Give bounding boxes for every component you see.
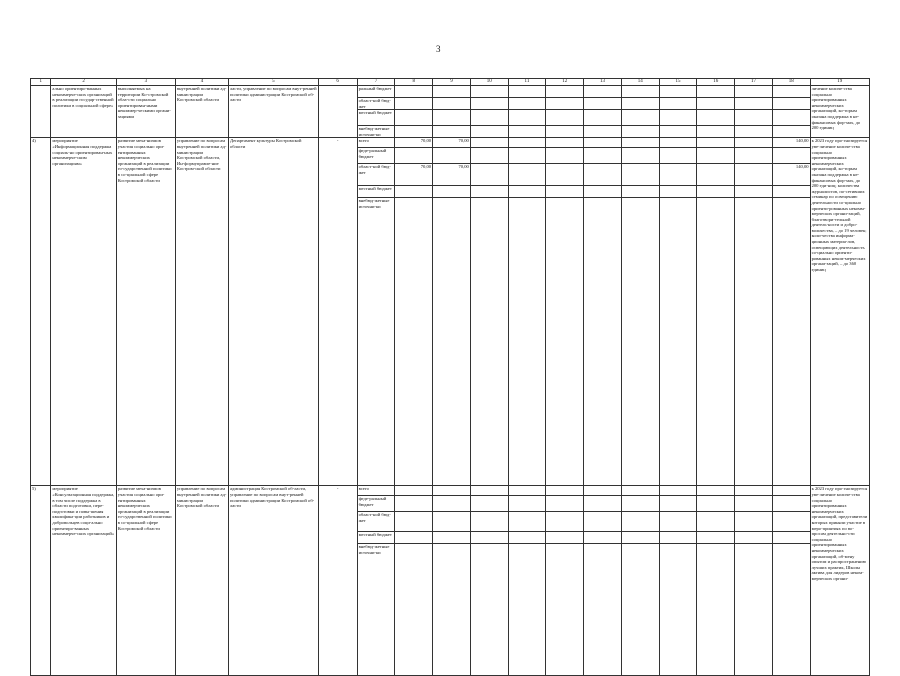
cell-amount [546, 98, 584, 110]
cell-amount [508, 532, 546, 544]
cell-result: выполняемых на территории Ко-стромской обла-сти социально ориентирован-ными некоммер-ческими органи-зациями [116, 86, 175, 138]
cell-result: развитие меха-низмов участия социально ори-ентированных некоммерческих организаций в реализации го-сударственной политики в со-циальной сфере Костромской области [116, 486, 175, 676]
cell-amount [735, 486, 773, 496]
cell-amount [697, 496, 735, 512]
cell-amount [621, 486, 659, 496]
cell-coexecutor: администрация Костромской об-ласти, управление по вопросам внут-ренней политики администрации Костромской об-ласти [228, 486, 318, 676]
cell-amount [470, 186, 508, 198]
cell-amount [470, 544, 508, 676]
cell-amount [508, 512, 546, 532]
cell-amount [395, 532, 433, 544]
cell-amount [697, 486, 735, 496]
cell-indicator: к 2023 году про-гнозируется уве-личение количе-ства социально ориентированных некоммерческих организаций, представители которых приняли участие в меро-приятиях по во-просам деятельно-сти социально ориентированных некоммерческих организаций, об-мену опытом и распространению лучших практик, Школы актива для лидеров неком-мерческих органи- [810, 486, 869, 676]
cell-amount [395, 98, 433, 110]
column-header: 5 [228, 79, 318, 86]
cell-amount [546, 186, 584, 198]
column-header: 4 [175, 79, 228, 86]
cell-no: 5) [31, 486, 51, 676]
cell-amount [433, 198, 471, 486]
program-table [30, 78, 870, 676]
cell-amount [584, 544, 622, 676]
cell-amount [508, 126, 546, 138]
cell-amount [772, 86, 810, 98]
column-header: 12 [546, 79, 584, 86]
cell-funding-source: местный бюджет [357, 110, 395, 126]
cell-amount [546, 198, 584, 486]
cell-amount [735, 126, 773, 138]
cell-amount [735, 532, 773, 544]
table-row [31, 486, 870, 496]
cell-amount [508, 544, 546, 676]
cell-amount [508, 186, 546, 198]
cell-amount [433, 512, 471, 532]
cell-amount: 140,00 [772, 164, 810, 186]
cell-amount [659, 544, 697, 676]
cell-amount [584, 164, 622, 186]
cell-amount [584, 98, 622, 110]
cell-col6 [318, 86, 357, 138]
cell-amount [546, 86, 584, 98]
cell-amount [470, 138, 508, 148]
cell-amount [659, 186, 697, 198]
cell-amount [697, 512, 735, 532]
cell-amount: 70,00 [433, 164, 471, 186]
cell-amount [508, 198, 546, 486]
column-header: 1 [31, 79, 51, 86]
page-number: 3 [436, 44, 441, 54]
cell-amount [584, 186, 622, 198]
cell-amount [772, 126, 810, 138]
cell-amount [546, 512, 584, 532]
cell-amount [546, 148, 584, 164]
cell-amount [433, 110, 471, 126]
cell-amount [470, 98, 508, 110]
cell-amount [697, 532, 735, 544]
cell-amount [433, 148, 471, 164]
cell-funding-source: област-ной бюд-жет [357, 98, 395, 110]
cell-amount [508, 98, 546, 110]
cell-amount [584, 148, 622, 164]
cell-amount [584, 486, 622, 496]
cell-amount [470, 496, 508, 512]
cell-amount [433, 486, 471, 496]
cell-amount [697, 198, 735, 486]
cell-funding-source: внебюд-жетные источни-ки [357, 126, 395, 138]
cell-amount [508, 110, 546, 126]
cell-amount [772, 496, 810, 512]
column-header: 11 [508, 79, 546, 86]
cell-col6: - [318, 138, 357, 486]
cell-amount [772, 532, 810, 544]
cell-amount [621, 126, 659, 138]
cell-amount [735, 110, 773, 126]
table-row [31, 86, 870, 98]
cell-coexecutor: Департамент культуры Костромской области [228, 138, 318, 486]
column-header: 6 [318, 79, 357, 86]
cell-indicator: к 2023 году про-гнозируется уве-личение количе-ства социально ориентированных некоммерческих организаций, ко-торым оказана поддержка в не-финансовых фор-мах, до 200 еди-ниц; количества журналистов, по-сетивших семинар по освещению деятельности со-циально ориенти-рованных некомм-мерческих органи-заций, благотвори-тельной деятель-ности и добро-вольчества, – до 19 человек; коли-чества информа-ционных материа-лов, освещающих деятельность со-циально ориенти-рованных неком-мерческих органи-заций, – до 360 единиц [810, 138, 869, 486]
cell-amount [697, 98, 735, 110]
cell-amount [546, 164, 584, 186]
cell-amount [621, 496, 659, 512]
cell-amount [697, 110, 735, 126]
cell-amount [659, 126, 697, 138]
cell-amount [772, 148, 810, 164]
cell-amount [470, 110, 508, 126]
column-header: 3 [116, 79, 175, 86]
cell-amount [546, 532, 584, 544]
cell-amount [735, 164, 773, 186]
cell-amount [621, 532, 659, 544]
column-header: 8 [395, 79, 433, 86]
table-row [31, 138, 870, 148]
cell-amount: 70,00 [433, 138, 471, 148]
cell-amount [659, 198, 697, 486]
cell-amount [470, 198, 508, 486]
cell-amount [395, 86, 433, 98]
cell-amount [546, 544, 584, 676]
cell-activity: мероприятие «Консультационная поддержка, в том числе поддержка в области подготовки, пере-подготовки и повы-шения квалифика-ции работников и добровольцев соци-ально ориентиро-ванных некоммерче-ских организаций» [51, 486, 116, 676]
cell-amount [433, 126, 471, 138]
cell-amount [584, 126, 622, 138]
cell-amount [621, 186, 659, 198]
cell-amount [584, 198, 622, 486]
cell-amount [621, 164, 659, 186]
cell-amount [735, 512, 773, 532]
cell-funding-source: ральный бюджет [357, 86, 395, 98]
cell-amount [470, 512, 508, 532]
table-body [31, 79, 870, 676]
cell-amount [659, 110, 697, 126]
cell-coexecutor: ласти, управление по вопросам внут-ренней политики администрации Костромской об-ласти [228, 86, 318, 138]
cell-amount [546, 138, 584, 148]
cell-result: развитие меха-низмов участия социально ори-ентированных некоммерческих организаций в реализации го-сударственной политики в со-циальной сфере Костромской области [116, 138, 175, 486]
cell-amount [395, 512, 433, 532]
cell-amount [584, 138, 622, 148]
cell-amount [584, 512, 622, 532]
cell-amount [546, 110, 584, 126]
cell-responsible: управление по вопросам внутренней политики ад-министрации Костромской области [175, 486, 228, 676]
cell-amount [621, 98, 659, 110]
column-header: 10 [470, 79, 508, 86]
cell-funding-source: внебюд-жетные источни-ки [357, 198, 395, 486]
cell-funding-source: внебюд-жетные источни-ки [357, 544, 395, 676]
cell-amount [659, 486, 697, 496]
cell-responsible: внутренней политики ад-министрации Костромской области [175, 86, 228, 138]
cell-funding-source: местный бюджет [357, 532, 395, 544]
cell-amount [659, 138, 697, 148]
cell-amount [470, 164, 508, 186]
cell-amount [508, 496, 546, 512]
cell-amount [433, 186, 471, 198]
cell-amount [395, 110, 433, 126]
column-header: 9 [433, 79, 471, 86]
cell-amount [735, 98, 773, 110]
cell-funding-source: феде-ральный бюджет [357, 496, 395, 512]
cell-amount [621, 110, 659, 126]
header-row [31, 79, 870, 86]
cell-funding-source: местный бюджет [357, 186, 395, 198]
cell-amount [470, 532, 508, 544]
cell-amount [659, 164, 697, 186]
cell-amount [470, 86, 508, 98]
cell-amount [508, 86, 546, 98]
cell-amount: 70,00 [395, 138, 433, 148]
cell-amount [772, 544, 810, 676]
cell-amount [470, 126, 508, 138]
cell-amount [772, 110, 810, 126]
cell-amount [772, 486, 810, 496]
cell-funding-source: всего [357, 486, 395, 496]
cell-activity: мероприятие «Информационная поддержка социаль-но ориентирован-ных некоммерче-ским организациям» [51, 138, 116, 486]
cell-amount [735, 86, 773, 98]
cell-amount [508, 486, 546, 496]
cell-amount [508, 164, 546, 186]
cell-amount [395, 198, 433, 486]
cell-amount [395, 186, 433, 198]
column-header: 17 [735, 79, 773, 86]
cell-amount [735, 148, 773, 164]
cell-amount [772, 98, 810, 110]
cell-amount [772, 186, 810, 198]
column-header: 2 [51, 79, 116, 86]
cell-amount [584, 110, 622, 126]
cell-amount [735, 198, 773, 486]
cell-amount [395, 486, 433, 496]
cell-amount [735, 496, 773, 512]
cell-amount [508, 138, 546, 148]
cell-amount [621, 512, 659, 532]
cell-amount [584, 86, 622, 98]
cell-amount [697, 86, 735, 98]
cell-amount [621, 148, 659, 164]
cell-amount [697, 186, 735, 198]
cell-amount [772, 512, 810, 532]
cell-amount [621, 198, 659, 486]
column-header: 19 [810, 79, 869, 86]
cell-amount [659, 86, 697, 98]
column-header: 15 [659, 79, 697, 86]
column-header: 16 [697, 79, 735, 86]
cell-amount [470, 486, 508, 496]
cell-amount [697, 148, 735, 164]
cell-amount [735, 138, 773, 148]
cell-amount [433, 98, 471, 110]
cell-no: 4) [31, 138, 51, 486]
cell-funding-source: всего [357, 138, 395, 148]
cell-amount [697, 138, 735, 148]
column-header: 14 [621, 79, 659, 86]
cell-amount [395, 544, 433, 676]
cell-amount [659, 98, 697, 110]
cell-amount [659, 512, 697, 532]
column-header: 7 [357, 79, 395, 86]
cell-amount [735, 186, 773, 198]
cell-activity: ально ориентиро-ванных некоммерче-ских организаций в реализации государ-ственной политики в социальной сфере» [51, 86, 116, 138]
cell-amount [621, 138, 659, 148]
cell-funding-source: феде-ральный бюджет [357, 148, 395, 164]
cell-amount [433, 544, 471, 676]
cell-amount [735, 544, 773, 676]
cell-funding-source: област-ной бюд-жет [357, 164, 395, 186]
cell-responsible: управление по вопросам внутренней политики ад-министрации Костромской области, Ин-формуправле-ние Костром-ской области [175, 138, 228, 486]
cell-indicator: личение количе-ства социально ориентированных некоммерческих организаций, ко-торым оказана поддержка в не-финансовых фор-мах, до 200 единиц [810, 86, 869, 138]
cell-amount [546, 126, 584, 138]
cell-amount [621, 86, 659, 98]
column-header: 18 [772, 79, 810, 86]
cell-amount [659, 532, 697, 544]
cell-amount [584, 532, 622, 544]
cell-amount [395, 496, 433, 512]
cell-amount [546, 496, 584, 512]
cell-amount [546, 486, 584, 496]
cell-amount [433, 86, 471, 98]
cell-funding-source: област-ной бюд-жет [357, 512, 395, 532]
cell-amount [470, 148, 508, 164]
cell-amount [659, 148, 697, 164]
cell-amount [508, 148, 546, 164]
cell-amount [659, 496, 697, 512]
cell-amount: 70,00 [395, 164, 433, 186]
cell-amount [697, 126, 735, 138]
cell-col6: - [318, 486, 357, 676]
cell-amount [697, 164, 735, 186]
cell-amount [433, 496, 471, 512]
cell-amount [621, 544, 659, 676]
cell-amount [433, 532, 471, 544]
cell-amount [395, 148, 433, 164]
cell-amount: 140,00 [772, 138, 810, 148]
cell-amount [697, 544, 735, 676]
column-header: 13 [584, 79, 622, 86]
cell-no [31, 86, 51, 138]
cell-amount [772, 198, 810, 486]
cell-amount [584, 496, 622, 512]
cell-amount [395, 126, 433, 138]
